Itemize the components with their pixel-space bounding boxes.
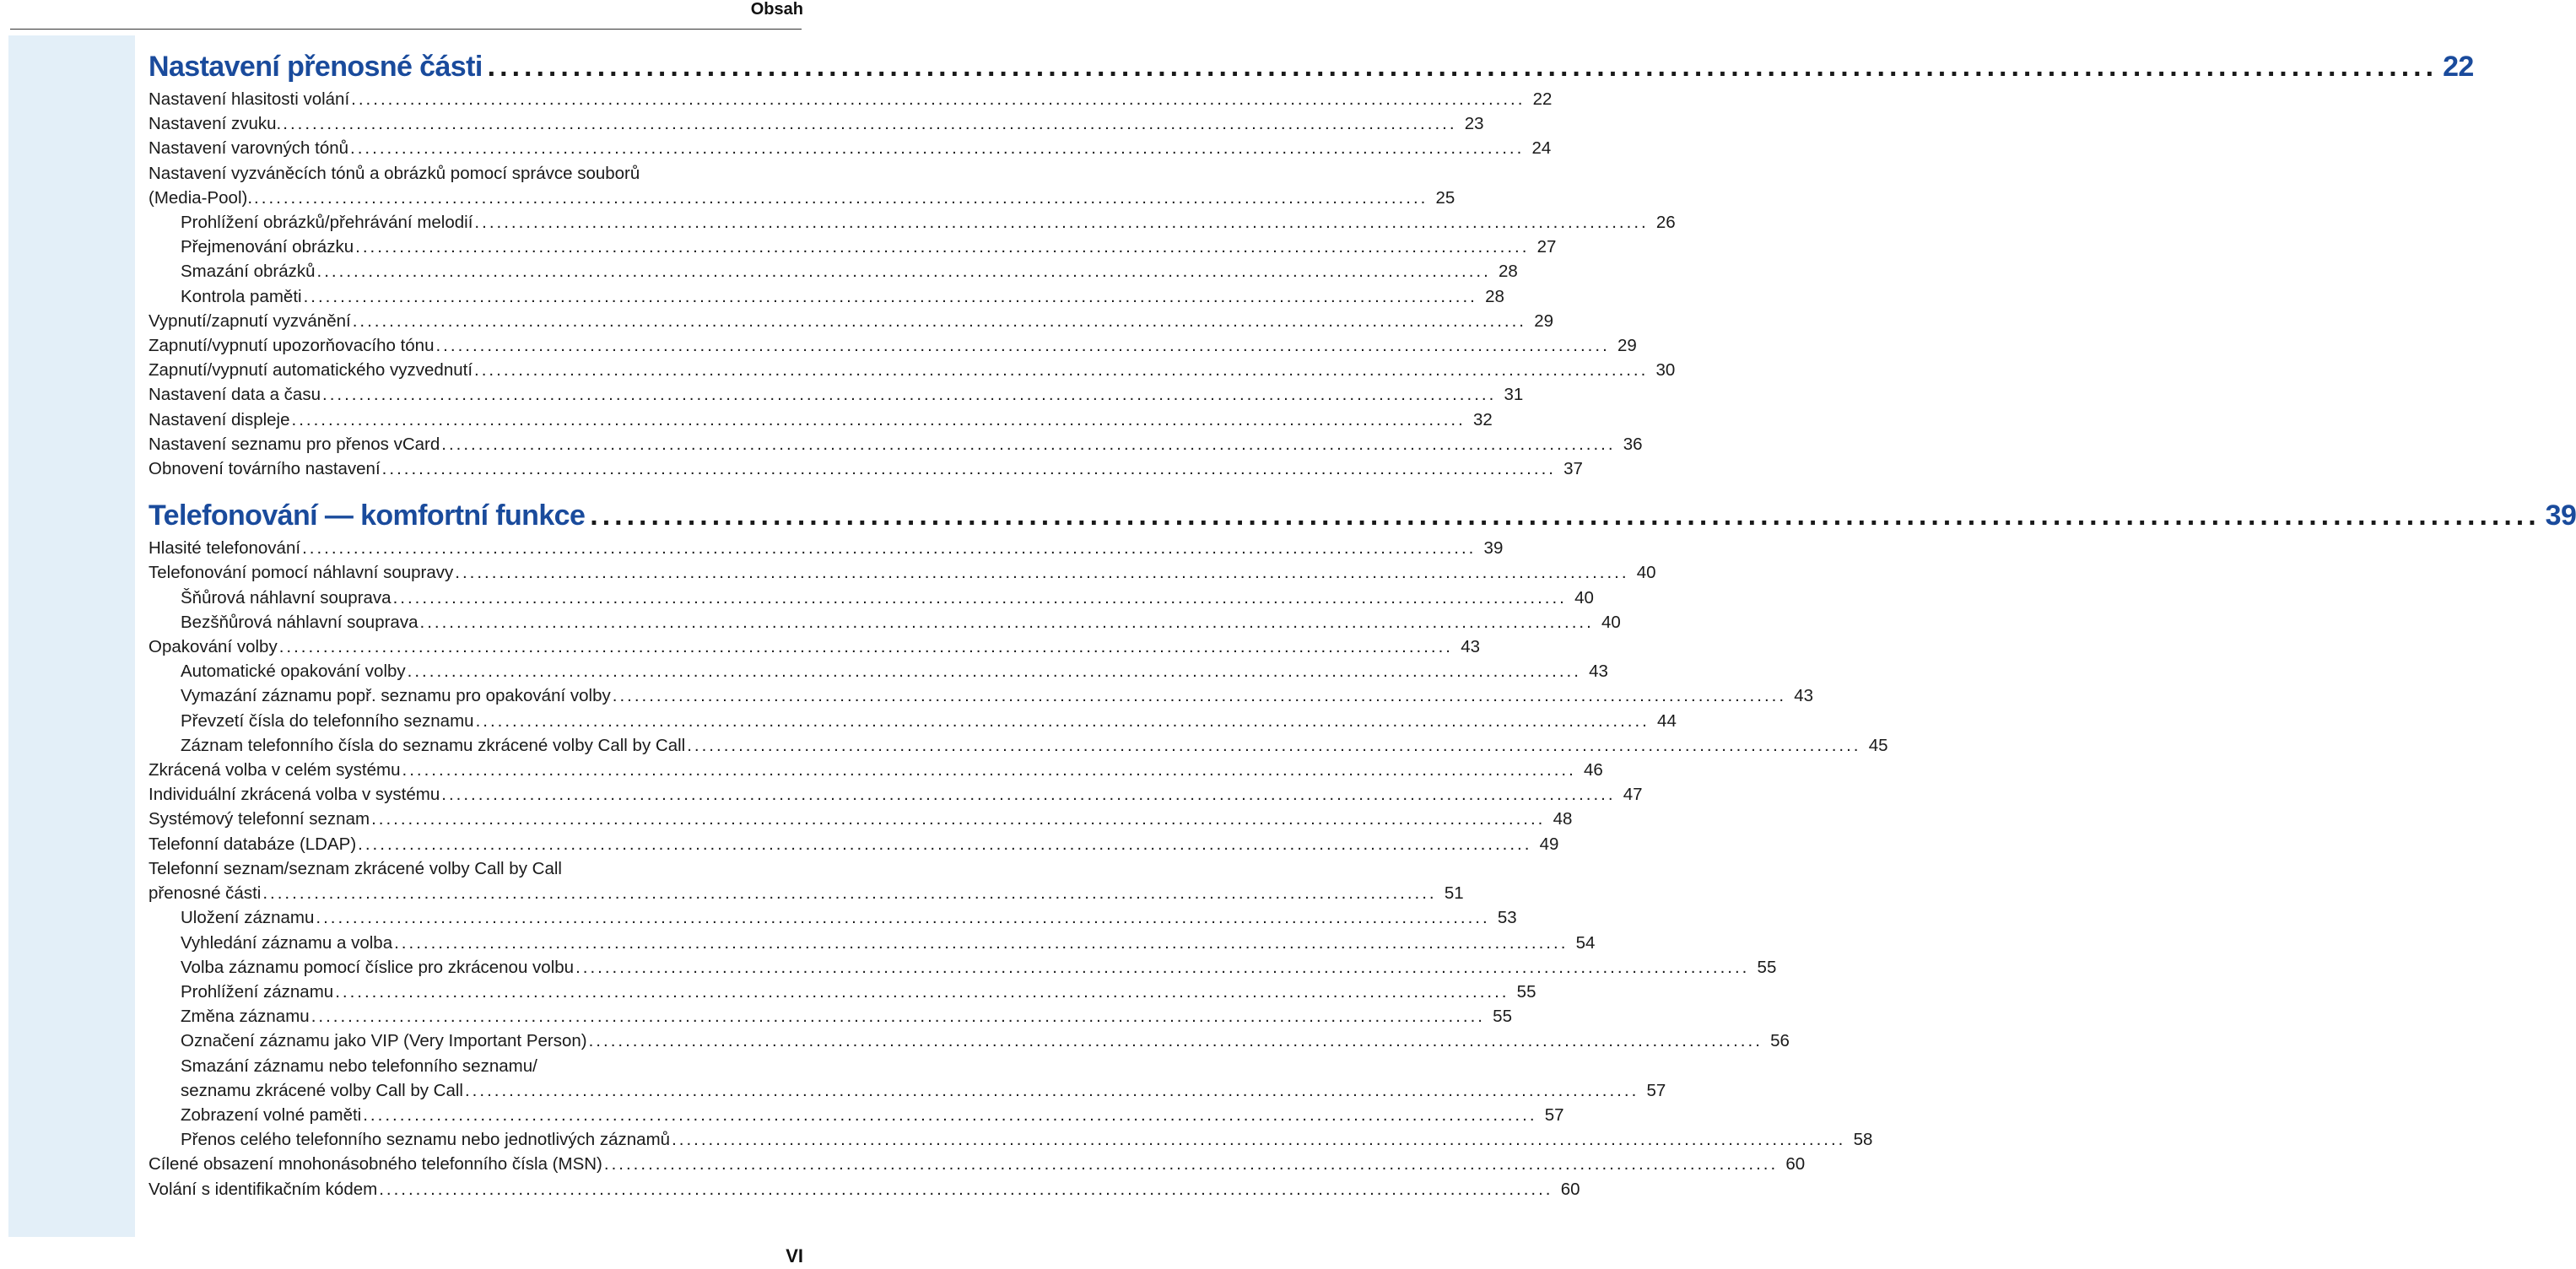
- toc-entry-title: Nastavení data a času: [149, 385, 321, 405]
- toc-entry-title: Přenos celého telefonního seznamu nebo jednotlivých záznamů: [181, 1130, 671, 1150]
- toc-entry-page: 22: [1532, 89, 1553, 109]
- toc-entry-title: Nastavení seznamu pro přenos vCard: [149, 434, 440, 454]
- toc-subentry[interactable]: [149, 1029, 1790, 1053]
- toc-entry[interactable]: [149, 333, 1637, 358]
- toc-entry-title: Šňůrová náhlavní souprava: [181, 587, 392, 608]
- toc-entry-page: 29: [1617, 336, 1637, 356]
- dot-leader: ................................................................................................................................................................: [402, 760, 1576, 780]
- toc-subentry[interactable]: [149, 980, 1536, 1004]
- toc-entry-title: Nastavení zvuku.: [149, 114, 282, 134]
- toc-subentry[interactable]: [149, 659, 1608, 683]
- toc-entry-page: 29: [1534, 310, 1553, 331]
- table-of-contents: [149, 49, 2576, 1202]
- toc-subentry[interactable]: [149, 586, 1594, 610]
- toc-subentry[interactable]: [149, 683, 1814, 708]
- toc-entry-title: (Media-Pool).: [149, 187, 253, 208]
- toc-entry-page: 23: [1464, 114, 1484, 134]
- toc-entry[interactable]: [149, 832, 1559, 856]
- dot-leader: ................................................................................................................................................................: [687, 735, 1861, 755]
- toc-entry-page: 39: [1483, 538, 1504, 559]
- toc-entry-page: 60: [1560, 1179, 1580, 1199]
- toc-entry-title: Telefonní databáze (LDAP): [149, 834, 357, 854]
- toc-subentry[interactable]: [149, 1078, 1666, 1103]
- dot-leader: ................................................................................................................................................................: [355, 237, 1530, 257]
- toc-entry-title: Opakování volby: [149, 637, 278, 657]
- toc-entry-page: 32: [1473, 409, 1493, 429]
- toc-entry-title: Obnovení továrního nastavení: [149, 459, 381, 479]
- dot-leader: ................................................................................................................................................................: [612, 686, 1787, 706]
- toc-entry-title: Volba záznamu pomocí číslice pro zkrácenou volbu: [181, 957, 575, 977]
- toc-entry-title: Nastavení displeje: [149, 409, 290, 429]
- toc-entry[interactable]: [149, 560, 1656, 585]
- toc-entry[interactable]: [149, 432, 1643, 456]
- dot-leader: ................................................................................................................................................................: [419, 612, 1594, 632]
- toc-entry-title: Změna záznamu: [181, 1007, 310, 1027]
- toc-entry-page: 46: [1584, 760, 1603, 780]
- header-section-label: Obsah: [750, 0, 803, 19]
- toc-entry-page: 53: [1497, 908, 1517, 928]
- toc-entry-page: 43: [1794, 686, 1814, 706]
- toc-entry-page: 55: [1757, 957, 1777, 977]
- dot-leader: ................................................................................................................................................................: [455, 563, 1629, 583]
- dot-leader: ................................................................................................................................................................: [350, 138, 1525, 159]
- toc-entry[interactable]: [149, 634, 1480, 659]
- section-heading-page: 22: [2443, 51, 2474, 83]
- toc-entry-page: 44: [1657, 710, 1677, 731]
- section-heading[interactable]: [149, 498, 2576, 533]
- dot-leader: ................................................................................................................................................................: [394, 932, 1569, 953]
- dot-leader: ................................................................................................................................................................: [588, 1031, 1763, 1051]
- toc-entry-page: 36: [1623, 434, 1643, 454]
- header-rule: [10, 29, 802, 30]
- toc-entry-page: 28: [1499, 262, 1518, 282]
- dot-leader: ................................................................................................................................................................: [435, 336, 1610, 356]
- dot-leader: ................................................................................................................................................................: [379, 1179, 1553, 1199]
- toc-entry-title: Nastavení varovných tónů: [149, 138, 349, 159]
- toc-subentry[interactable]: [149, 905, 1517, 930]
- dot-leader: ................................................................................................................................................................: [254, 187, 1428, 208]
- toc-entry[interactable]: [149, 87, 1553, 111]
- toc-entry[interactable]: [149, 186, 1455, 210]
- toc-entry-page: 43: [1461, 637, 1480, 657]
- dot-leader: ................................................................................................................................................................: [487, 51, 2438, 83]
- toc-entry-title: Zkrácená volba v celém systému: [149, 760, 401, 780]
- toc-entry-title-line1: Smazání záznamu nebo telefonního seznamu/: [181, 1056, 537, 1076]
- toc-entry-title: Vyhledání záznamu a volba: [181, 932, 393, 953]
- dot-leader: ................................................................................................................................................................: [392, 587, 1567, 608]
- toc-subentry[interactable]: [149, 1127, 1873, 1152]
- dot-leader: ................................................................................................................................................................: [474, 360, 1649, 381]
- toc-section: [149, 498, 2576, 1201]
- toc-entry-title: Převzetí čísla do telefonního seznamu: [181, 710, 474, 731]
- sidebar-panel: [8, 35, 135, 1237]
- toc-entry-title: Hlasité telefonování: [149, 538, 301, 559]
- toc-entry-title-line1: Telefonní seznam/seznam zkrácené volby Call by Call: [149, 858, 562, 878]
- toc-entry-page: 54: [1575, 932, 1596, 953]
- toc-entry[interactable]: [149, 456, 1583, 481]
- toc-entry-page: 57: [1544, 1104, 1564, 1125]
- toc-entry-title: Zobrazení volné paměti: [181, 1104, 362, 1125]
- dot-leader: ................................................................................................................................................................: [672, 1130, 1846, 1150]
- section-heading-title: Nastavení přenosné části: [149, 51, 483, 83]
- toc-entry-title: Vymazání záznamu popř. seznamu pro opakování volby: [181, 686, 611, 706]
- toc-subentry[interactable]: [149, 259, 1518, 284]
- toc-entry-page: 25: [1435, 187, 1455, 208]
- dot-leader: ................................................................................................................................................................: [316, 908, 1490, 928]
- toc-subentry[interactable]: [149, 931, 1596, 955]
- dot-leader: ................................................................................................................................................................: [441, 785, 1616, 805]
- toc-subentry[interactable]: [149, 210, 1676, 235]
- toc-entry-page: 24: [1531, 138, 1552, 159]
- toc-entry-page: 55: [1493, 1007, 1512, 1027]
- toc-entry-title: Prohlížení záznamu: [181, 981, 334, 1002]
- toc-entry-title: Smazání obrázků: [181, 262, 316, 282]
- toc-entry[interactable]: [149, 881, 1464, 905]
- toc-entry-page: 43: [1589, 662, 1608, 682]
- toc-subentry[interactable]: [149, 955, 1777, 980]
- dot-leader: ................................................................................................................................................................: [575, 957, 1750, 977]
- page-number: VI: [786, 1245, 803, 1266]
- toc-entry-title: Označení záznamu jako VIP (Very Important Person): [181, 1031, 587, 1051]
- toc-subentry[interactable]: [149, 284, 1504, 309]
- toc-entry-page: 40: [1601, 612, 1621, 632]
- toc-entry-page: 49: [1539, 834, 1559, 854]
- toc-entry-title: Vypnutí/zapnutí vyzvánění: [149, 310, 351, 331]
- toc-entry-page: 57: [1646, 1080, 1666, 1100]
- dot-leader: ................................................................................................................................................................: [302, 538, 1477, 559]
- dot-leader: ................................................................................................................................................................: [335, 981, 1509, 1002]
- dot-leader: ................................................................................................................................................................: [381, 459, 1556, 479]
- toc-entry[interactable]: [149, 536, 1504, 560]
- toc-entry-page: 30: [1655, 360, 1676, 381]
- dot-leader: ................................................................................................................................................................: [283, 114, 1457, 134]
- toc-entry-wrapped-line[interactable]: [149, 856, 802, 881]
- toc-subentry[interactable]: [149, 733, 1888, 758]
- toc-section: [149, 49, 2474, 481]
- toc-entry[interactable]: [149, 408, 1493, 432]
- dot-leader: ................................................................................................................................................................: [291, 409, 1466, 429]
- toc-entry-page: 27: [1536, 237, 1557, 257]
- section-heading-page: 39: [2545, 500, 2576, 532]
- toc-entry-title: Individuální zkrácená volba v systému: [149, 785, 440, 805]
- toc-entry[interactable]: [149, 136, 1552, 160]
- toc-entry-page: 48: [1553, 809, 1573, 829]
- toc-entry-title: Volání s identifikačním kódem: [149, 1179, 378, 1199]
- toc-subentry[interactable]: [149, 1004, 1512, 1029]
- toc-entry[interactable]: [149, 807, 1573, 831]
- toc-entry-page: 31: [1504, 385, 1524, 405]
- toc-entry-page: 58: [1853, 1130, 1873, 1150]
- dot-leader: ................................................................................................................................................................: [363, 1104, 1537, 1125]
- dot-leader: ................................................................................................................................................................: [262, 883, 1437, 904]
- toc-entry-page: 51: [1444, 883, 1464, 904]
- toc-entry-title: Telefonování pomocí náhlavní soupravy: [149, 563, 454, 583]
- toc-entry-title: Bezšňůrová náhlavní souprava: [181, 612, 419, 632]
- toc-entry-title: Automatické opakování volby: [181, 662, 406, 682]
- toc-entry-title: Zapnutí/vypnutí upozorňovacího tónu: [149, 336, 435, 356]
- dot-leader: ................................................................................................................................................................: [358, 834, 1532, 854]
- dot-leader: ................................................................................................................................................................: [441, 434, 1616, 454]
- toc-entry[interactable]: [149, 111, 1484, 136]
- toc-subentry[interactable]: [149, 610, 1621, 634]
- toc-entry-title: Kontrola paměti: [181, 286, 302, 306]
- dot-leader: ................................................................................................................................................................: [590, 500, 2541, 532]
- dot-leader: ................................................................................................................................................................: [303, 286, 1477, 306]
- dot-leader: ................................................................................................................................................................: [311, 1007, 1485, 1027]
- dot-leader: ................................................................................................................................................................: [474, 213, 1649, 233]
- toc-entry-title: Uložení záznamu: [181, 908, 315, 928]
- toc-subentry-wrapped-line[interactable]: [149, 1054, 802, 1078]
- toc-entry[interactable]: [149, 758, 1603, 782]
- toc-entry-title: přenosné části: [149, 883, 262, 904]
- toc-entry-page: 40: [1574, 587, 1594, 608]
- toc-entry[interactable]: [149, 382, 1524, 407]
- toc-subentry[interactable]: [149, 235, 1557, 259]
- toc-entry-page: 45: [1868, 735, 1888, 755]
- dot-leader: ................................................................................................................................................................: [316, 262, 1491, 282]
- toc-entry[interactable]: [149, 1152, 1806, 1176]
- toc-entry-title: Prohlížení obrázků/přehrávání melodií: [181, 213, 473, 233]
- toc-entry-page: 56: [1770, 1031, 1790, 1051]
- dot-leader: ................................................................................................................................................................: [603, 1154, 1779, 1174]
- dot-leader: ................................................................................................................................................................: [407, 662, 1581, 682]
- toc-entry-title: Cílené obsazení mnohonásobného telefonního čísla (MSN): [149, 1154, 602, 1174]
- section-heading-title: Telefonování — komfortní funkce: [149, 500, 586, 532]
- dot-leader: ................................................................................................................................................................: [322, 385, 1497, 405]
- dot-leader: ................................................................................................................................................................: [278, 637, 1453, 657]
- toc-entry-title: Zapnutí/vypnutí automatického vyzvednutí: [149, 360, 473, 381]
- dot-leader: ................................................................................................................................................................: [371, 809, 1546, 829]
- section-heading[interactable]: [149, 49, 2474, 84]
- dot-leader: ................................................................................................................................................................: [464, 1080, 1639, 1100]
- dot-leader: ................................................................................................................................................................: [351, 89, 1526, 109]
- toc-entry-page: 47: [1623, 785, 1643, 805]
- toc-entry[interactable]: [149, 1177, 1580, 1202]
- toc-entry-page: 26: [1655, 213, 1676, 233]
- toc-entry-title: Nastavení hlasitosti volání: [149, 89, 350, 109]
- toc-entry[interactable]: [149, 782, 1643, 807]
- toc-entry-title: Přejmenování obrázku: [181, 237, 354, 257]
- toc-entry-page: 55: [1516, 981, 1536, 1002]
- toc-subentry[interactable]: [149, 709, 1677, 733]
- dot-leader: ................................................................................................................................................................: [475, 710, 1650, 731]
- dot-leader: ................................................................................................................................................................: [352, 310, 1526, 331]
- toc-entry-page: 40: [1636, 563, 1656, 583]
- toc-entry-title: Záznam telefonního čísla do seznamu zkrácené volby Call by Call: [181, 735, 686, 755]
- toc-entry-page: 37: [1563, 459, 1583, 479]
- toc-entry-page: 60: [1785, 1154, 1806, 1174]
- toc-entry-title-line1: Nastavení vyzváněcích tónů a obrázků pomocí správce souborů: [149, 163, 640, 183]
- toc-entry-title: Systémový telefonní seznam: [149, 809, 370, 829]
- toc-subentry[interactable]: [149, 1103, 1564, 1127]
- toc-entry-wrapped-line[interactable]: [149, 161, 802, 186]
- toc-entry-title: seznamu zkrácené volby Call by Call: [181, 1080, 463, 1100]
- toc-entry-page: 28: [1485, 286, 1504, 306]
- toc-entry[interactable]: [149, 358, 1676, 382]
- toc-entry[interactable]: [149, 309, 1553, 333]
